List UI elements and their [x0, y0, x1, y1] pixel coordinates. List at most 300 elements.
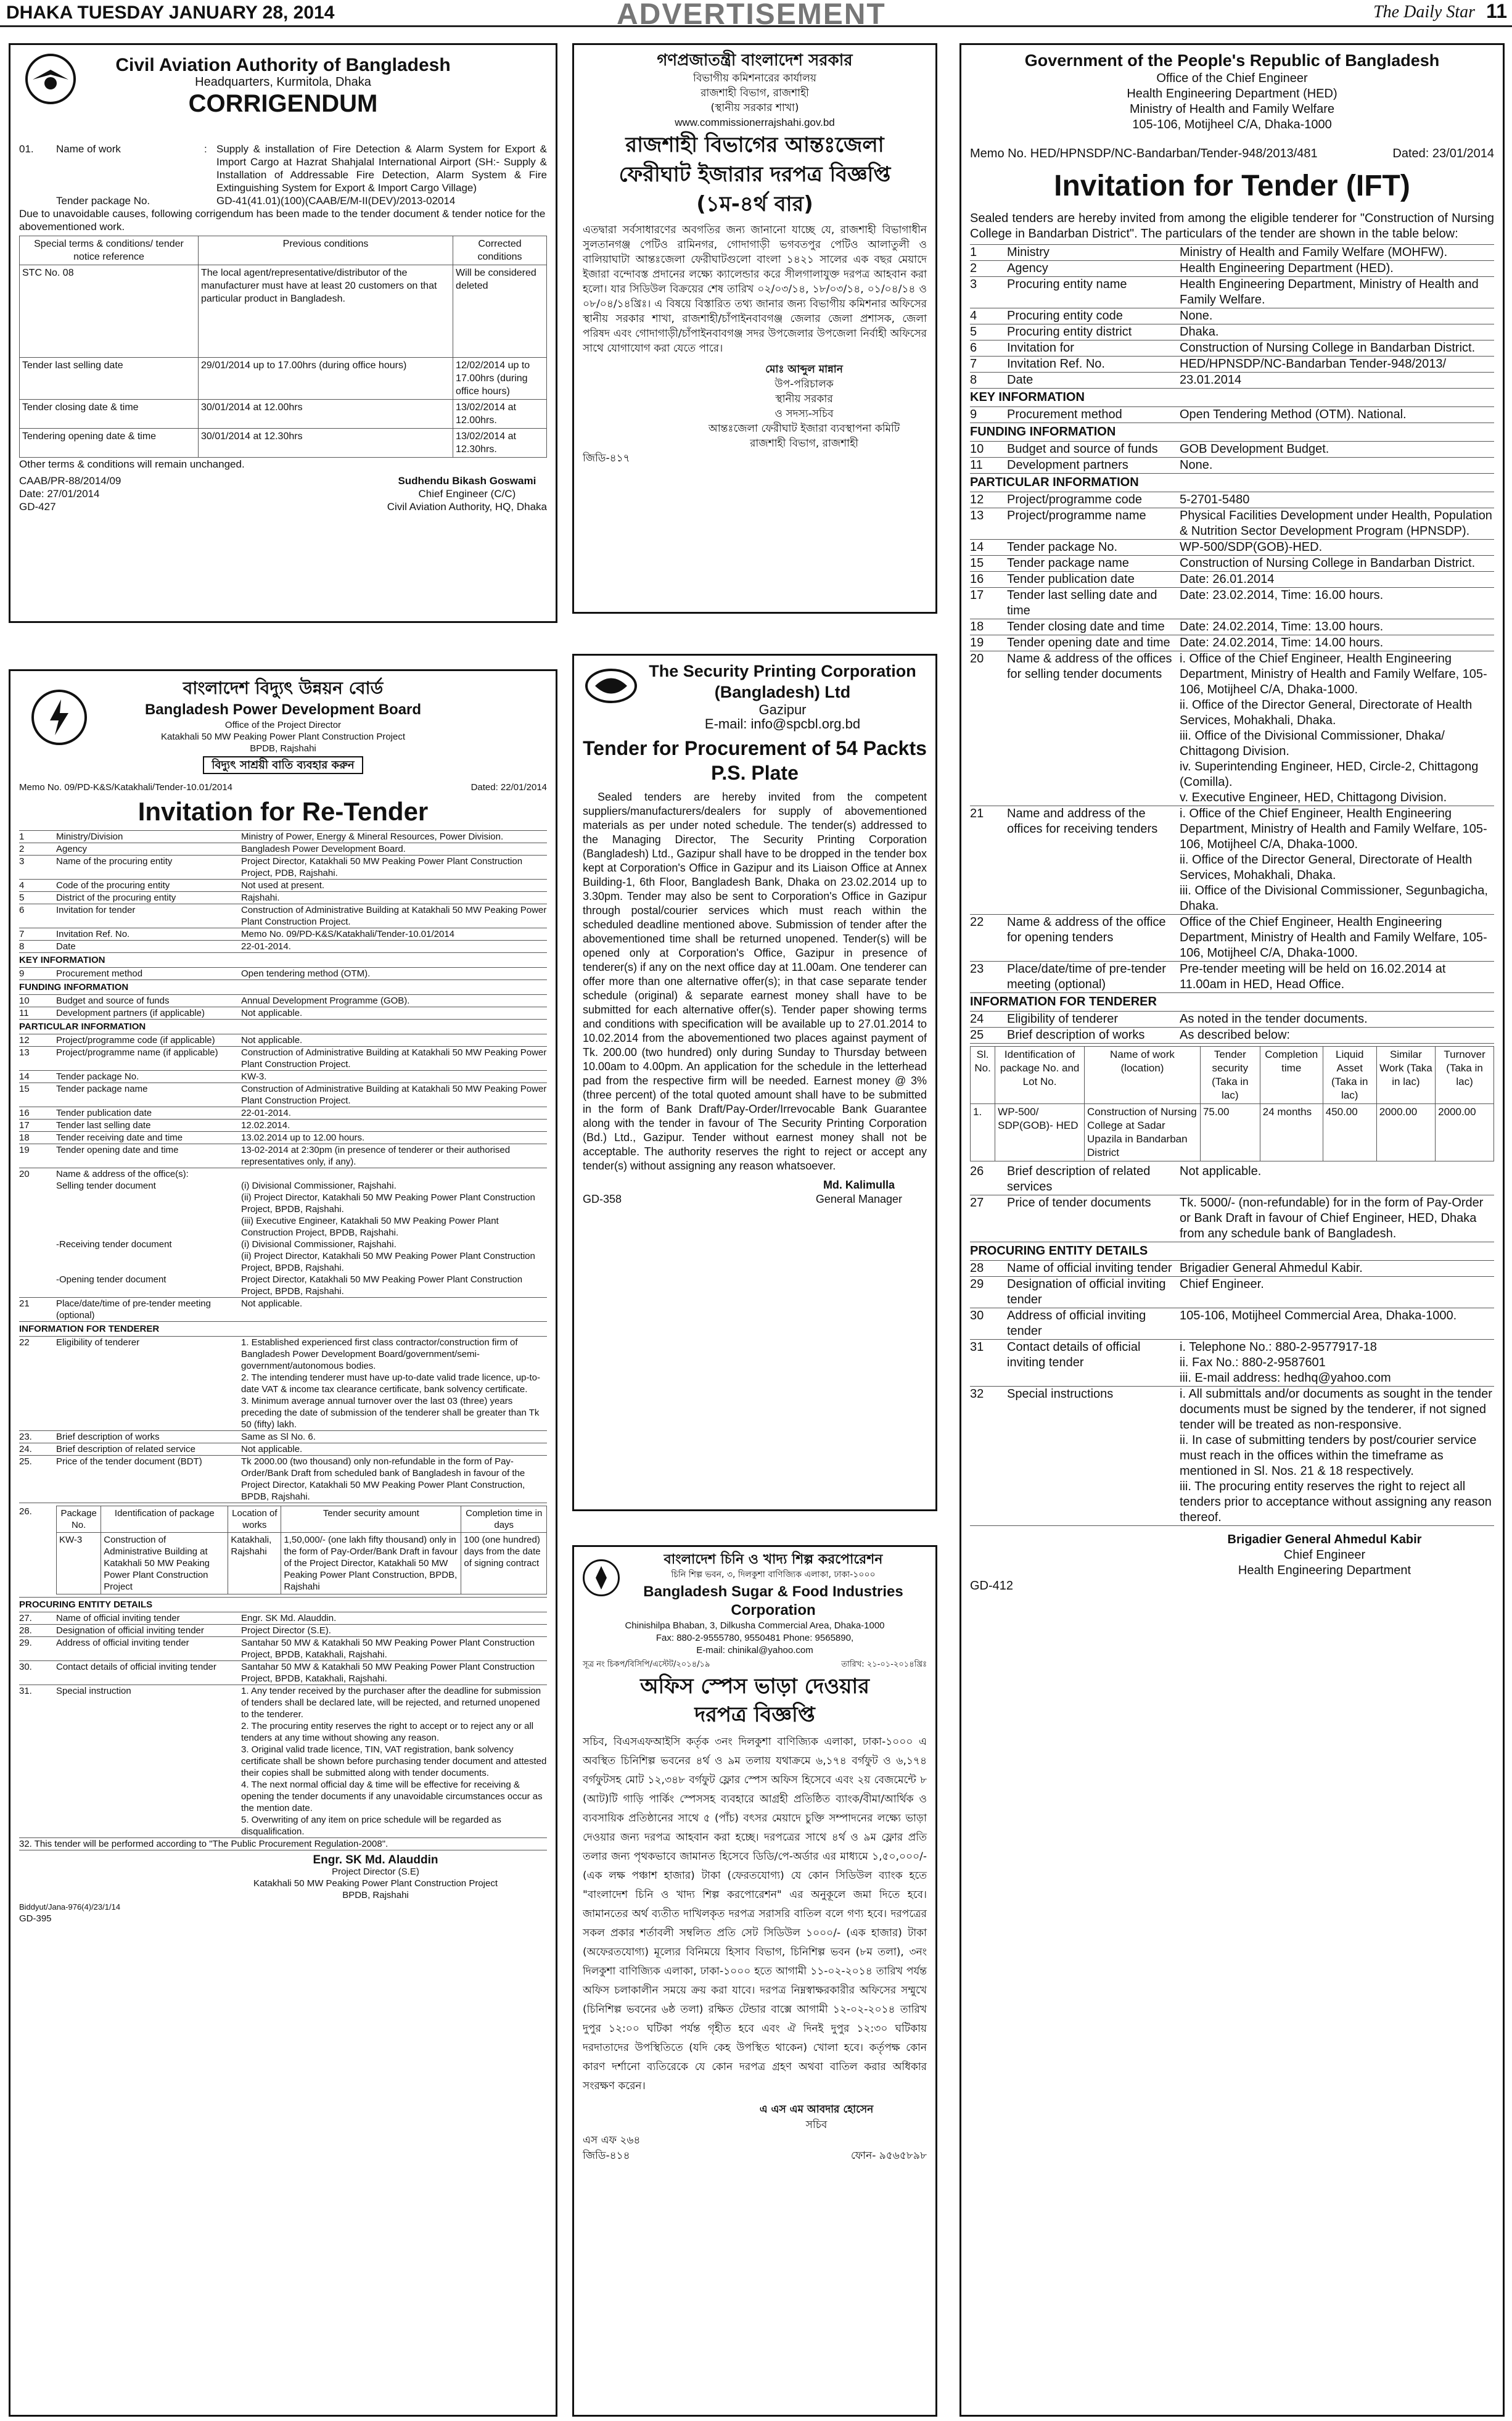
cell: Similar Work (Taka in lac)	[1376, 1047, 1435, 1104]
row-value: 13.02.2014 up to 12.00 hours.	[241, 1132, 365, 1143]
spcb-tender-ad	[572, 654, 937, 1511]
gd-number: এস এফ ২৬৪	[583, 2134, 641, 2147]
row-value: Office of the Chief Engineer, Health Engineering Department, Ministry of Health and Family Welfare, 105-106, Motijheel C/A, Dhaka-1000.	[1180, 915, 1487, 960]
row-number: 29.	[19, 1638, 32, 1648]
rajshahi-ferry-ad	[572, 43, 937, 614]
table-row	[970, 1308, 1494, 1340]
section-procuring: PROCURING ENTITY DETAILS	[970, 1242, 1494, 1261]
list-item: iii. E-mail address: hedhq@yahoo.com	[1180, 1371, 1391, 1385]
signer-title: Chief Engineer (C/C)	[418, 488, 516, 500]
hed-tender-ad	[959, 43, 1505, 2417]
label: -Receiving tender document	[56, 1239, 172, 1250]
bn-org: বাংলাদেশ চিনি ও খাদ্য শিল্প করপোরেশন	[664, 1552, 883, 1567]
row-number: 2	[970, 262, 977, 275]
website: www.commissionerrajshahi.gov.bd	[675, 117, 835, 128]
list	[1180, 806, 1494, 914]
table-row	[19, 880, 547, 892]
table-row	[970, 261, 1494, 277]
row-label: Contact details of official inviting tender	[56, 1662, 216, 1672]
signer: Engr. SK Md. Alauddin	[313, 1854, 438, 1866]
row-number: 9	[970, 408, 977, 421]
gd-number: GD-412	[970, 1579, 1014, 1593]
table-row	[19, 1007, 547, 1020]
list-item: (i) Divisional Commissioner, Rajshahi.	[241, 1239, 396, 1250]
row-value: Not used at present.	[241, 880, 325, 891]
table-row	[19, 1431, 547, 1443]
row-label: Tender opening date and time	[56, 1145, 179, 1155]
cell: WP-500/ SDP(GOB)- HED	[995, 1104, 1085, 1161]
caab-work	[19, 142, 547, 194]
table-row	[57, 1533, 547, 1594]
row-value: Project Director, Katakhali 50 MW Peaking Power Plant Construction Project, PDB, Rajshahi.	[241, 856, 523, 878]
row-label: Tender package name	[56, 1084, 148, 1094]
hed-row-24	[970, 1012, 1494, 1028]
row-label: Designation of official inviting tender	[56, 1625, 204, 1636]
signer-line: Project Director (S.E)	[332, 1866, 419, 1877]
row-label: Procuring entity code	[1007, 309, 1123, 323]
cell: Identification of package No. and Lot No.	[995, 1047, 1085, 1104]
table-row	[970, 635, 1494, 651]
row-value: 22-01-2014.	[241, 1108, 291, 1118]
signer-line: উপ-পরিচালক	[774, 378, 834, 390]
row-number: 4	[19, 880, 25, 891]
num: 22	[19, 1337, 30, 1348]
spcb-title: Tender for Procurement of 54 Packts P.S. Plate	[583, 737, 927, 784]
label: -Opening tender document	[56, 1274, 166, 1285]
table-row	[970, 1277, 1494, 1308]
num: 21	[970, 807, 984, 820]
table-row	[970, 492, 1494, 508]
cell: Construction of Administrative Building at Katakhali 50 MW Peaking Power Plant Construction Project	[101, 1533, 228, 1594]
list-item: 3. Minimum average annual turnover over the last 03 (three) years preceding the date of submission of the tenderer shall be greater than Tk 50 (fifty) lakh.	[241, 1396, 540, 1430]
row-label: Eligibility of tenderer	[1007, 1012, 1119, 1026]
row-value: Date: 24.02.2014, Time: 13.00 hours.	[1180, 620, 1384, 633]
row-number: 11	[970, 458, 983, 472]
caab-corrigendum-ad	[9, 43, 557, 623]
list-item: iv. Superintending Engineer, HED, Circle-2, Chittagong (Comilla).	[1180, 760, 1479, 789]
table-row	[970, 340, 1494, 357]
bpdb-row-23	[19, 1431, 547, 1443]
memo: Memo No. HED/HPNSDP/NC-Bandarban/Tender-948/2013/481	[970, 147, 1318, 160]
hed-row-11	[970, 458, 1494, 474]
hed-row-25	[970, 1028, 1494, 1044]
list-item: 5. Overwriting of any item on price schedule will be regarded as disqualification.	[241, 1815, 501, 1837]
colon: :	[204, 143, 207, 155]
bpdb-bn-title: বাংলাদেশ বিদ্যুৎ উন্নয়ন বোর্ড	[183, 678, 384, 698]
table-row	[19, 1071, 547, 1083]
dated: Dated: 23/01/2014	[1392, 147, 1494, 160]
table-row	[970, 508, 1494, 540]
row-label: Development partners (if applicable)	[56, 1008, 205, 1018]
cell: 75.00	[1200, 1104, 1260, 1161]
cell: Construction of Nursing College at Sadar Upazila in Bandarban District	[1085, 1104, 1201, 1161]
bpdb-row-26	[19, 1503, 547, 1598]
office: Office of the Project Director	[224, 720, 342, 730]
row-number: 25.	[19, 1456, 32, 1467]
row-number: 24.	[19, 1444, 32, 1454]
newspaper-name: The Daily Star	[1373, 2, 1475, 22]
table-row	[970, 1261, 1494, 1277]
caab-address: Headquarters, Kurmitola, Dhaka	[195, 75, 371, 89]
cell: 29/01/2014 up to 17.00hrs (during office hours)	[199, 358, 453, 400]
row-number: 6	[19, 905, 25, 915]
row-label: Tender last selling date	[56, 1120, 151, 1131]
bpdb-row-11	[19, 1007, 547, 1020]
label: Contact details of official inviting tender	[1007, 1340, 1141, 1369]
label: Special instruction	[56, 1686, 131, 1696]
dateline: DHAKA TUESDAY JANUARY 28, 2014	[6, 2, 335, 23]
hed-lot-table	[970, 1046, 1494, 1161]
bpdb-row-10	[19, 995, 547, 1007]
location: BPDB, Rajshahi	[250, 743, 316, 754]
slogan: বিদ্যুৎ সাশ্রয়ী বাতি ব্যবহার করুন	[203, 756, 363, 774]
headline-1: অফিস স্পেস ভাড়া দেওয়ার	[640, 1674, 869, 1699]
table-row	[19, 1083, 547, 1107]
list	[1180, 1340, 1494, 1386]
row-number: 9	[19, 968, 25, 979]
gov-title: Government of the People's Republic of Bangladesh	[1024, 51, 1440, 70]
row-value: None.	[1180, 458, 1213, 472]
cell: 13/02/2014 at 12.00hrs.	[453, 400, 547, 429]
row-label: Brief description of works	[1007, 1028, 1145, 1042]
section-funding: FUNDING INFORMATION	[19, 980, 547, 995]
row-number: 6	[970, 341, 977, 355]
row-value: Bangladesh Power Development Board.	[241, 844, 406, 854]
body-text: Sealed tenders are hereby invited from the competent suppliers/manufacturers/dealers for supply of abovementioned materials as per under noted schedule. The tender(s) addressed to the Managing Director, The Security Printing Corporation (Bangladesh) Ltd., Gazipur shall have to be dropped in the tender box kept at Corporation's Office in Gazipur and its Liaison Office at Annex Building-1, 6th Floor, Bangladesh Bank, Dhaka on 23.02.2014 up to 3.30pm. Tender may also be sent to Corporation's Office in Gazipur through postal/courier services which must reach within the scheduled deadline mentioned above. Submission of tender after the abovementioned time shall be returned unopened. Tender(s) will be opened only at Corporation's Office, Gazipur in presence of tenderer(s) if any on the next office day at 11.00am. One tenderer can offer more than one alternative offer(s); in that case separate tender schedule (original) & separate earnest money shall have to be submitted for each alternative offer(s). Tender paper showing terms and conditions with specification will be available up to 27.01.2014 to 10.02.2014 from the abovementioned two places against payment of Tk. 200.00 (two hundred) only during Sunday to Thursday between 10.00am to 4.00pm. An application for the schedule in the letterhead pad from the respective firm will be needed. Earnest money @ 3% (three percent) of the total quoted amount shall have to be submitted in the form of Bank Draft/Pay-Order/Irrevocable Bank Guarantee along with the tender in favour of The Security Printing Corporation (Bd.) Ltd., Gazipur. Tender without earnest money shall not be acceptable. The authority reserves the right to reject or accept any tender(s) without assigning any reason whatsoever.	[583, 791, 927, 1172]
row-value: Construction of Nursing College in Bandarban District.	[1180, 556, 1476, 570]
pkg-value: GD-41(41.01)(100)(CAAB/E/M-II(DEV)/2013-02014	[216, 195, 456, 207]
row-number: 17	[19, 1120, 30, 1131]
row-label: Code of the procuring entity	[56, 880, 170, 891]
row-value: Construction of Nursing College in Bandarban District.	[1180, 341, 1476, 355]
row-label: Tender opening date and time	[1007, 636, 1170, 650]
row-number: 30.	[19, 1662, 32, 1672]
caab-table	[19, 236, 547, 458]
address: 105-106, Motijheel C/A, Dhaka-1000	[1132, 118, 1332, 131]
caab-org: Civil Aviation Authority of Bangladesh	[115, 55, 451, 75]
caab-logo	[25, 54, 76, 104]
row-number: 22	[970, 915, 984, 929]
signer: এ এস এম আবদার হোসেন	[759, 2103, 874, 2116]
row-label: Price of tender documents	[1007, 1196, 1151, 1210]
cell: Liquid Asset (Taka in lac)	[1323, 1047, 1376, 1104]
row-value: Open tendering method (OTM).	[241, 968, 371, 979]
gd-number: GD-395	[19, 1913, 52, 1924]
list-item: i. All submittals and/or documents as sought in the tender documents must be signed by the tenderer, if not signed tender will be treated as non-responsive.	[1180, 1387, 1492, 1432]
row-label: Ministry	[1007, 245, 1050, 259]
row-value: HED/HPNSDP/NC-Bandarban Tender-948/2013/	[1180, 357, 1447, 371]
table-row	[19, 1034, 547, 1047]
email: E-mail: chinikal@yahoo.com	[696, 1645, 813, 1656]
row-label: Project/programme code (if applicable)	[56, 1035, 215, 1046]
cell: 12/02/2014 up to 17.00hrs (during office hours)	[453, 358, 547, 400]
table-row	[19, 1120, 547, 1132]
gov-title: গণপ্রজাতন্ত্রী বাংলাদেশ সরকার	[657, 51, 853, 70]
row-value: As noted in the tender documents.	[1180, 1012, 1368, 1026]
row-label: Tender closing date and time	[1007, 620, 1165, 633]
gd-number: GD-358	[583, 1193, 622, 1205]
row-number: 27	[970, 1196, 984, 1210]
list-item: iii. Office of the Divisional Commissioner, Segunbagicha, Dhaka.	[1180, 884, 1488, 913]
list-item: (iii) Executive Engineer, Katakhali 50 MW Peaking Power Plant Construction Project, BPDB, Rajshahi.	[241, 1216, 499, 1238]
bpdb-rows-3	[19, 1612, 547, 1685]
row-value: Rajshahi.	[241, 893, 280, 903]
list-item: 2. The procuring entity reserves the right to accept or to reject any or all tenders at any time without showing any reason.	[241, 1721, 534, 1743]
row-value: Memo No. 09/PD-K&S/Katakhali/Tender-10.01/2014	[241, 929, 455, 939]
cell: 450.00	[1323, 1104, 1376, 1161]
row-number: 18	[970, 620, 984, 633]
signer-title: General Manager	[815, 1193, 902, 1205]
dept: Health Engineering Department (HED)	[1127, 87, 1337, 101]
row-value: WP-500/SDP(GOB)-HED.	[1180, 540, 1323, 554]
row-number: 26	[970, 1165, 984, 1178]
headline-1: রাজশাহী বিভাগের আন্তঃজেলা	[625, 133, 884, 157]
row-value: Chief Engineer.	[1180, 1277, 1264, 1291]
cell: STC No. 08	[20, 265, 199, 358]
headline-2: দরপত্র বিজ্ঞপ্তি	[694, 1702, 815, 1727]
cell: 2000.00	[1376, 1104, 1435, 1161]
row-number: 4	[970, 309, 977, 323]
row-number: 16	[19, 1108, 30, 1118]
hed-row-28	[970, 1261, 1494, 1277]
row-label: Invitation Ref. No.	[56, 929, 130, 939]
dated: Dated: 22/01/2014	[470, 782, 547, 793]
cell: Will be considered deleted	[453, 265, 547, 358]
row-value: Brigadier General Ahmedul Kabir.	[1180, 1261, 1363, 1275]
cell: Identification of package	[101, 1506, 228, 1533]
table-row	[970, 962, 1494, 993]
signer-title: Chief Engineer	[1283, 1548, 1366, 1562]
table-row	[19, 995, 547, 1007]
row-number: 19	[19, 1145, 30, 1155]
caab-intro: Due to unavoidable causes, following corrigendum has been made to the tender document & tender notice for the abovementioned work.	[19, 208, 546, 233]
row-label: Address of official inviting tender	[56, 1638, 189, 1648]
row-label: Budget and source of funds	[56, 996, 170, 1006]
table-row	[19, 1661, 547, 1685]
row-value: 5-2701-5480	[1180, 493, 1250, 506]
row-number: 25	[970, 1028, 984, 1042]
hed-title: Invitation for Tender (IFT)	[1054, 170, 1410, 202]
row-number: 7	[970, 357, 977, 371]
table-row	[970, 572, 1494, 588]
spcb-logo	[583, 664, 639, 707]
bpdb-row-9	[19, 968, 547, 980]
table-row	[970, 357, 1494, 373]
table-row	[19, 1144, 547, 1168]
signer-title: সচিব	[805, 2119, 828, 2131]
row-number: 1	[970, 245, 977, 259]
list-item: (ii) Project Director, Katakhali 50 MW Peaking Power Plant Construction Project, BPDB, Rajshahi.	[241, 1251, 535, 1273]
pkg-label: Tender package No.	[56, 195, 150, 207]
header-row	[971, 1047, 1494, 1104]
cell: Tender security amount	[281, 1506, 461, 1533]
bn-address: চিনি শিল্প ভবন, ৩, দিলকুশা বাণিজ্যিক এলাকা, ঢাকা-১০০০	[671, 1570, 876, 1580]
row-number: 28.	[19, 1625, 32, 1636]
memo: Memo No. 09/PD-K&S/Katakhali/Tender-10.01/2014	[19, 782, 233, 793]
hed-row-27	[970, 1195, 1494, 1242]
work-value: Supply & installation of Fire Detection & Alarm System for Export & Import Cargo at Hazrat Shahjalal International Airport (SH:- Supply & Installation of Addressable Fire Detection, Alarm System & Fire Extinguishing System for Export & Import Cargo Village)	[216, 143, 547, 194]
row-number: 19	[970, 636, 984, 650]
cell: 13/02/2014 at 12.30hrs.	[453, 429, 547, 458]
phone: ফোন- ৯৫৬৫৮৯৮	[850, 2150, 927, 2162]
row-number: 16	[970, 572, 984, 586]
table-row	[970, 588, 1494, 619]
row-label: Tender publication date	[1007, 572, 1135, 586]
row-label: District of the procuring entity	[56, 893, 176, 903]
row-number: 23	[970, 962, 984, 976]
row-value: Ministry of Power, Energy & Mineral Resources, Power Division.	[241, 831, 504, 842]
cell: KW-3	[57, 1533, 101, 1594]
row-number: 24	[970, 1012, 984, 1026]
location: Gazipur	[758, 702, 807, 717]
header-row	[57, 1506, 547, 1533]
row-number: 14	[970, 540, 984, 554]
bpdb-title: Invitation for Re-Tender	[138, 797, 429, 826]
row-value: Physical Facilities Development under Health, Population & Nutrition Sector Development Program (HPNSDP).	[1180, 509, 1492, 538]
row-number: 28	[970, 1261, 984, 1275]
bpdb-row-22	[19, 1337, 547, 1431]
table-row	[970, 619, 1494, 635]
cell: Tender last selling date	[20, 358, 199, 400]
num: 20	[970, 652, 984, 666]
row-label: Name & address of the office for opening tenders	[1007, 915, 1166, 944]
label: Name & address of the office(s):	[56, 1169, 189, 1179]
row-value: Dhaka.	[1180, 325, 1219, 339]
list-item: 2. The intending tenderer must have up-to-date valid trade licence, up-to-date VAT & income tax clearance certificate, bank solvency certificate.	[241, 1372, 541, 1395]
hed-row-30	[970, 1308, 1494, 1340]
table-row	[970, 1012, 1494, 1028]
row-label: Place/date/time of pre-tender meeting (optional)	[56, 1298, 211, 1321]
row-number: 21	[19, 1298, 30, 1309]
hed-rows-1	[970, 244, 1494, 389]
bsfic-logo	[583, 1559, 620, 1596]
signer: মোঃ আব্দুল মান্নান	[765, 363, 843, 376]
row-value: Health Engineering Department (HED).	[1180, 262, 1394, 275]
list	[1180, 651, 1494, 806]
label: Name & address of the offices for selling tender documents	[1007, 652, 1172, 681]
date: তারিখ: ২১-০১-২০১৪খ্রিঃ	[841, 1660, 927, 1669]
table-row	[19, 968, 547, 980]
office: Office of the Chief Engineer	[1156, 72, 1308, 85]
row-number: 2	[19, 844, 25, 854]
list-item: i. Telephone No.: 880-2-9577917-18	[1180, 1340, 1377, 1354]
row-label: Brief description of related service	[56, 1444, 195, 1454]
label: Selling tender document	[56, 1181, 156, 1191]
cell: 2000.00	[1436, 1104, 1494, 1161]
bpdb-row-20	[19, 1168, 547, 1298]
row-value: Ministry of Health and Family Welfare (MOHFW).	[1180, 245, 1448, 259]
cell: 100 (one hundred) days from the date of signing contract	[461, 1533, 547, 1594]
row-label: Invitation for tender	[56, 905, 136, 915]
row-label: Tender receiving date and time	[56, 1132, 183, 1143]
list	[241, 1685, 547, 1837]
list	[241, 1239, 547, 1274]
row-value: Construction of Administrative Building at Katakhali 50 MW Peaking Power Plant Construction Project.	[241, 905, 547, 927]
section-funding: FUNDING INFORMATION	[970, 423, 1494, 442]
list-item: i. Office of the Chief Engineer, Health Engineering Department, Ministry of Health and Family Welfare, 105-106, Motijheel C/A, Dhaka-1000.	[1180, 807, 1487, 851]
signer-line: Katakhali 50 MW Peaking Power Plant Construction Project	[253, 1878, 498, 1889]
table-row	[970, 407, 1494, 423]
list-item: ii. Fax No.: 880-2-9587601	[1180, 1356, 1326, 1369]
table-row	[19, 1107, 547, 1120]
list-item: (i) Divisional Commissioner, Rajshahi.	[241, 1181, 396, 1191]
table-row	[20, 400, 547, 429]
date: Date: 27/01/2014	[19, 488, 100, 500]
row-label: Tender package No.	[1007, 540, 1118, 554]
hed-row-26	[970, 1164, 1494, 1195]
row-number: 12	[970, 493, 984, 506]
table-row	[970, 540, 1494, 556]
cell: Completion time	[1260, 1047, 1323, 1104]
row-value: Same as Sl No. 6.	[241, 1432, 316, 1442]
table-row	[19, 1132, 547, 1144]
row-label: Development partners	[1007, 458, 1128, 472]
row-value: Construction of Administrative Building at Katakhali 50 MW Peaking Power Plant Construction Project.	[241, 1047, 547, 1070]
row-number: 27.	[19, 1613, 32, 1623]
table-row	[970, 556, 1494, 572]
row-value: 105-106, Motijheel Commercial Area, Dhaka-1000.	[1180, 1309, 1457, 1322]
cell: Katakhali, Rajshahi	[228, 1533, 281, 1594]
row-number: 5	[970, 325, 977, 339]
page-number: 11	[1486, 0, 1507, 22]
table-row	[970, 245, 1494, 261]
num: 26.	[19, 1506, 32, 1517]
row-value: 13-02-2014 at 2:30pm (in presence of tenderer or their authorised representatives only, if any).	[241, 1145, 511, 1167]
bpdb-logo	[31, 690, 87, 745]
list	[241, 1180, 547, 1239]
row-label: Ministry/Division	[56, 831, 123, 842]
table-row	[19, 928, 547, 941]
row-label: Invitation for	[1007, 341, 1074, 355]
list-item: ii. Office of the Director General, Directorate of Health Services, Mohakhali, Dhaka.	[1180, 853, 1473, 882]
row-value: GOB Development Budget.	[1180, 442, 1329, 456]
signer: Sudhendu Bikash Goswami	[398, 475, 536, 487]
cell: 1.	[971, 1104, 995, 1161]
bpdb-row-21	[19, 1298, 547, 1322]
project: Katakhali 50 MW Peaking Power Plant Construction Project	[160, 732, 406, 742]
bpdb-row-24	[19, 1443, 547, 1456]
ministry: Ministry of Health and Family Welfare	[1130, 102, 1334, 116]
list-item: 1. Any tender received by the purchaser after the deadline for submission of tenders shall be declared late, will be rejected, and returned unopened to the tenderer.	[241, 1686, 541, 1720]
email: E-mail: info@spcbl.org.bd	[704, 716, 861, 732]
table-row	[19, 941, 547, 953]
ref: CAAB/PR-88/2014/09	[19, 475, 121, 487]
row-number: 17	[970, 588, 984, 602]
table-row	[19, 1443, 547, 1456]
hed-rows-2	[970, 492, 1494, 651]
cell: Package No.	[57, 1506, 101, 1533]
row-label: Place/date/time of pre-tender meeting (optional)	[1007, 962, 1166, 991]
row-label: Project/programme name (if applicable)	[56, 1047, 218, 1058]
table-row	[971, 1104, 1494, 1161]
row-value: Santahar 50 MW & Katakhali 50 MW Peaking Power Plant Construction Project, BPDB, Katakhali, Rajshahi.	[241, 1638, 535, 1660]
body-text: এতদ্বারা সর্বসাধারণের অবগতির জন্য জানানো যাচ্ছে যে, রাজশাহী বিভাগাধীন সুলতানগঞ্জ পেটিও রামিনগর, গোদাগাড়ী ভগবতপুর পেটিও আলাতুলী ও বালিয়াঘাটা আন্তঃজেলা ফেরীঘাটগুলো বাংলা ১৪২১ সালের এক বছর মেয়াদে ইজারা বন্দোবস্ত প্রদানের লক্ষ্যে ক্যালেন্ডার করে সীলগালাযুক্ত দরপত্র আহবান করা হলো। যার সিডিউল বিক্রয়ের শেষ তারিখ ০২/০৩/১৪, ১৮/০৩/১৪, ০১/০৪/১৪ ও ০৮/০৪/১৪খ্রিঃ। এ বিষয়ে বিস্তারিত তথ্য জানার জন্য বিভাগীয় কমিশনার অফিসের স্থানীয় সরকার শাখা, রাজশাহী/চাঁপাইনবাবগঞ্জ জেলার জেলা প্রশাসক, জেলা পরিষদ এবং গোদাগাড়ী/চাঁপাইনবাবগঞ্জ সদর উপজেলার উপজেলা নির্বাহী অফিসের সাথে যোগাযোগ করা যেতে পারে।	[583, 224, 927, 355]
signer-line: ও সদস্য-সচিব	[774, 408, 834, 420]
row-number: 15	[970, 556, 984, 570]
table-row	[970, 458, 1494, 474]
row-number: 29	[970, 1277, 984, 1291]
row-number: 11	[19, 1008, 29, 1018]
bpdb-rows-2	[19, 1034, 547, 1168]
row-value: Tk. 5000/- (non-refundable) for in the form of Pay-Order or Bank Draft in favour of Chief Engineer, HED, Dhaka from any schedule bank of Bangladesh.	[1180, 1196, 1484, 1240]
row-number: 10	[970, 442, 984, 456]
row-label: Tender publication date	[56, 1108, 152, 1118]
table-row	[20, 429, 547, 458]
table-row	[970, 1028, 1494, 1044]
table-row	[970, 324, 1494, 340]
signer-dept: Health Engineering Department	[1238, 1564, 1411, 1577]
bpdb-retender-ad	[9, 669, 557, 2417]
